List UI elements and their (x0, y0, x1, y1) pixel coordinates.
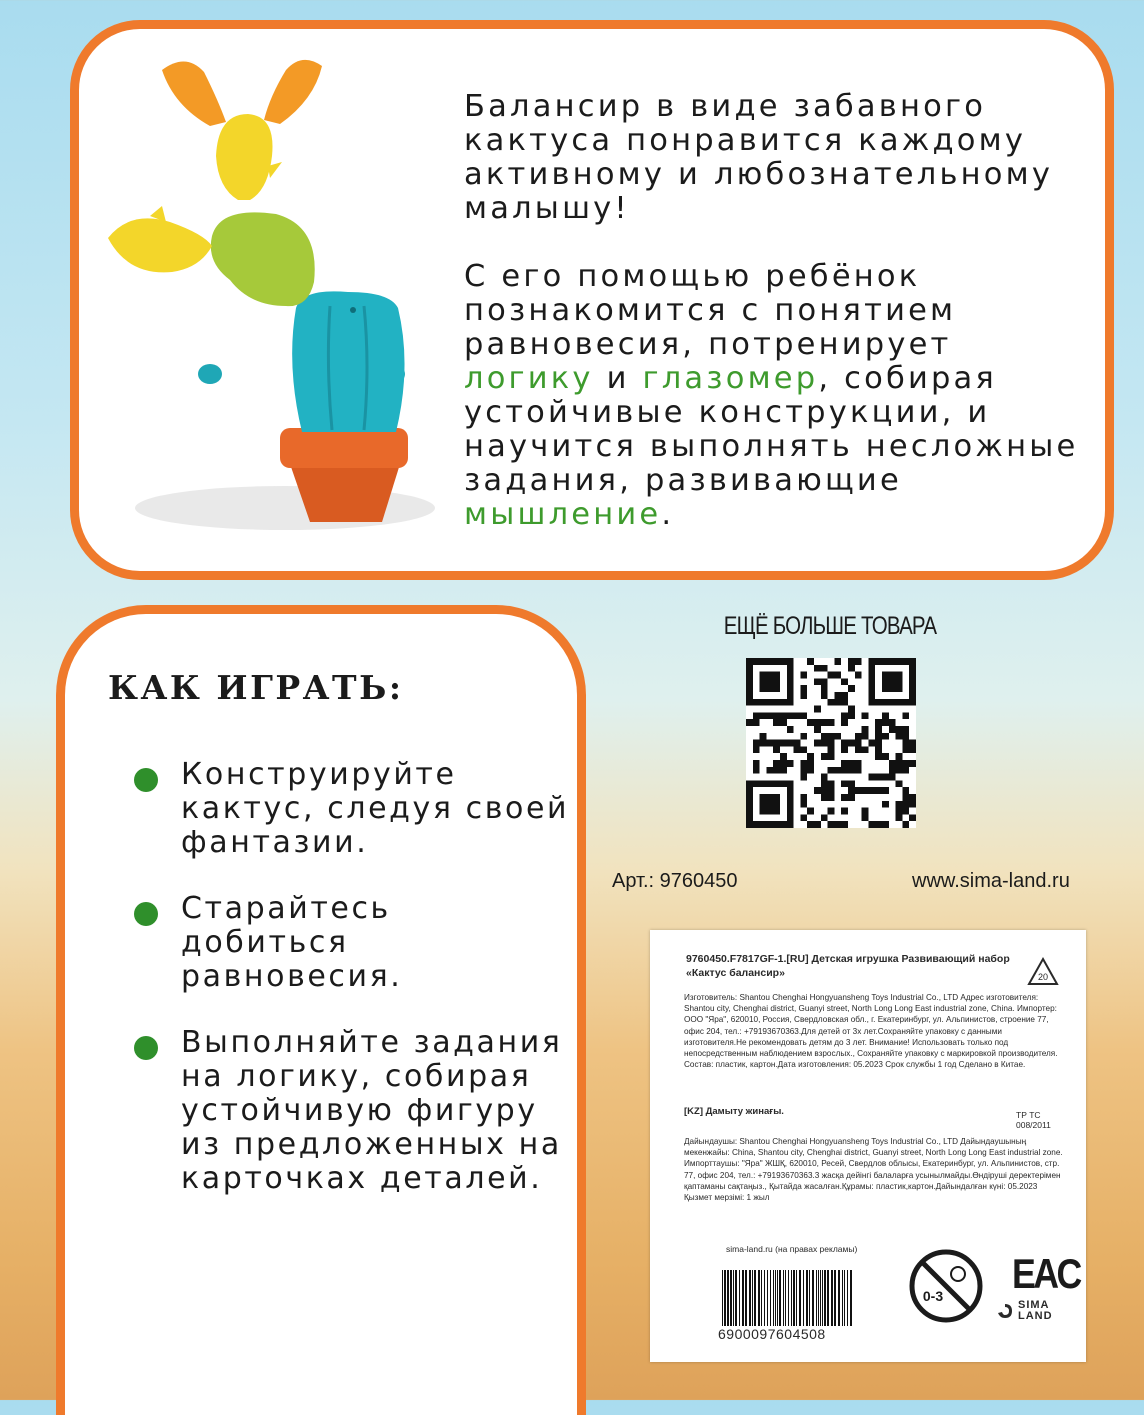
sima-logo-icon (996, 1302, 1014, 1320)
sima-land-logo (996, 1300, 1053, 1322)
how-to-play-title: КАК ИГРАТЬ: (108, 668, 404, 707)
age-restriction-icon (906, 1246, 986, 1326)
label-ad-note: sima-land.ru (на правах рекламы) (726, 1244, 858, 1254)
qr-code[interactable] (746, 658, 916, 828)
product-description (464, 90, 1094, 532)
website-link[interactable]: www.sima-land.ru (912, 870, 1070, 892)
highlight-logic: логику (464, 361, 594, 396)
cactus-toy-image (100, 56, 445, 536)
description-paragraph-1: Балансир в виде забавного кактуса понравится каждому активному и любознательному малышу! (464, 89, 1054, 226)
step-item: Конструируйте кактус, следуя своей фантазии. (130, 758, 570, 860)
age-mark: 0-3 (922, 1288, 944, 1304)
sima-line2: LAND (1018, 1310, 1053, 1322)
sima-line1: SIMA (1018, 1299, 1050, 1311)
bullet-icon (134, 1036, 158, 1060)
recycle-code: 20 (1037, 972, 1049, 982)
label-kz-text: Дайындаушы: Shantou Chenghai Hongyuansheng Toys Industrial Co., LTD Дайындаушының мекенжайы: China, Shantou city, Chenghai district, Guanyi street, North Long Long East industrial zone. Импорттаушы: "Ярa" ЖШҚ, 620010, Ресей, Свердлов облысы, Екатеринбург, ул. Альпинистов, стр. 77, офис 204, тел.: +79193670363.3 жасқа дейінгі балаларға усынылмайды.Өндіруші деректерімен қаптаманы сақтаңыз., Қытайда жасалған.Құрамы: пластик,картон.Дайындалған күні: 05.2023 Қызмет мерзімі: 1 жыл (684, 1137, 1063, 1203)
label-manufacturer-text: Изготовитель: Shantou Chenghai Hongyuansheng Toys Industrial Co., LTD Адрес изготовителя: Shantou city, Chenghai district, Guanyi street, North Long Long East industrial zone, China. Импортер: ООО "Яра", 620010, Россия, Свердловская обл., г. Екатеринбург, ул. Альпинистов, строение 77, офис 204, тел.: +79193670363.Для детей от 3х лет.Сохраняйте упаковку с данными изготовителя.Не рекомендовать детям до 3 лет. Внимание! Использовать только под непосредственным наблюдением взрослых., Сохраняйте упаковку с маркировкой производителя. Состав: пластик, картон.Дата изготовления: 05.2023 Срок службы 1 год Сделано в Китае. (684, 993, 1058, 1070)
recycle-icon (1026, 956, 1060, 988)
bullet-icon (134, 902, 158, 926)
bullet-icon (134, 768, 158, 792)
step-item: Выполняйте задания на логику, собирая устойчивую фигуру из предложенных на карточках деталей. (130, 1026, 570, 1196)
step-item: Старайтесь добиться равновесия. (130, 892, 570, 994)
label-tr-ts: ТР ТС 008/2011 (1016, 1110, 1051, 1130)
description-paragraph-2: С его помощью ребёнок познакомится с понятием равновесия, потренирует логику и глазомер, собирая устойчивые конструкции, и научится выполнять несложные задания, развивающие мышление. (464, 259, 1079, 532)
steps-list (130, 758, 570, 1196)
highlight-eye: глазомер (642, 361, 819, 396)
product-label-sticker (650, 930, 1086, 1362)
barcode (720, 1270, 858, 1326)
label-kz-heading: [KZ] Дамыту жинағы. (684, 1106, 784, 1117)
eac-mark: EAC (1012, 1250, 1080, 1297)
label-title: 9760450.F7817GF-1.[RU] Детская игрушка Развивающий набор «Кактус балансир» (686, 953, 1010, 979)
article-number: Арт.: 9760450 (612, 870, 738, 892)
barcode-number: 6900097604508 (718, 1326, 826, 1342)
more-goods-heading: ЕЩЁ БОЛЬШЕ ТОВАРА (723, 612, 937, 640)
highlight-thinking: мышление (464, 497, 662, 532)
